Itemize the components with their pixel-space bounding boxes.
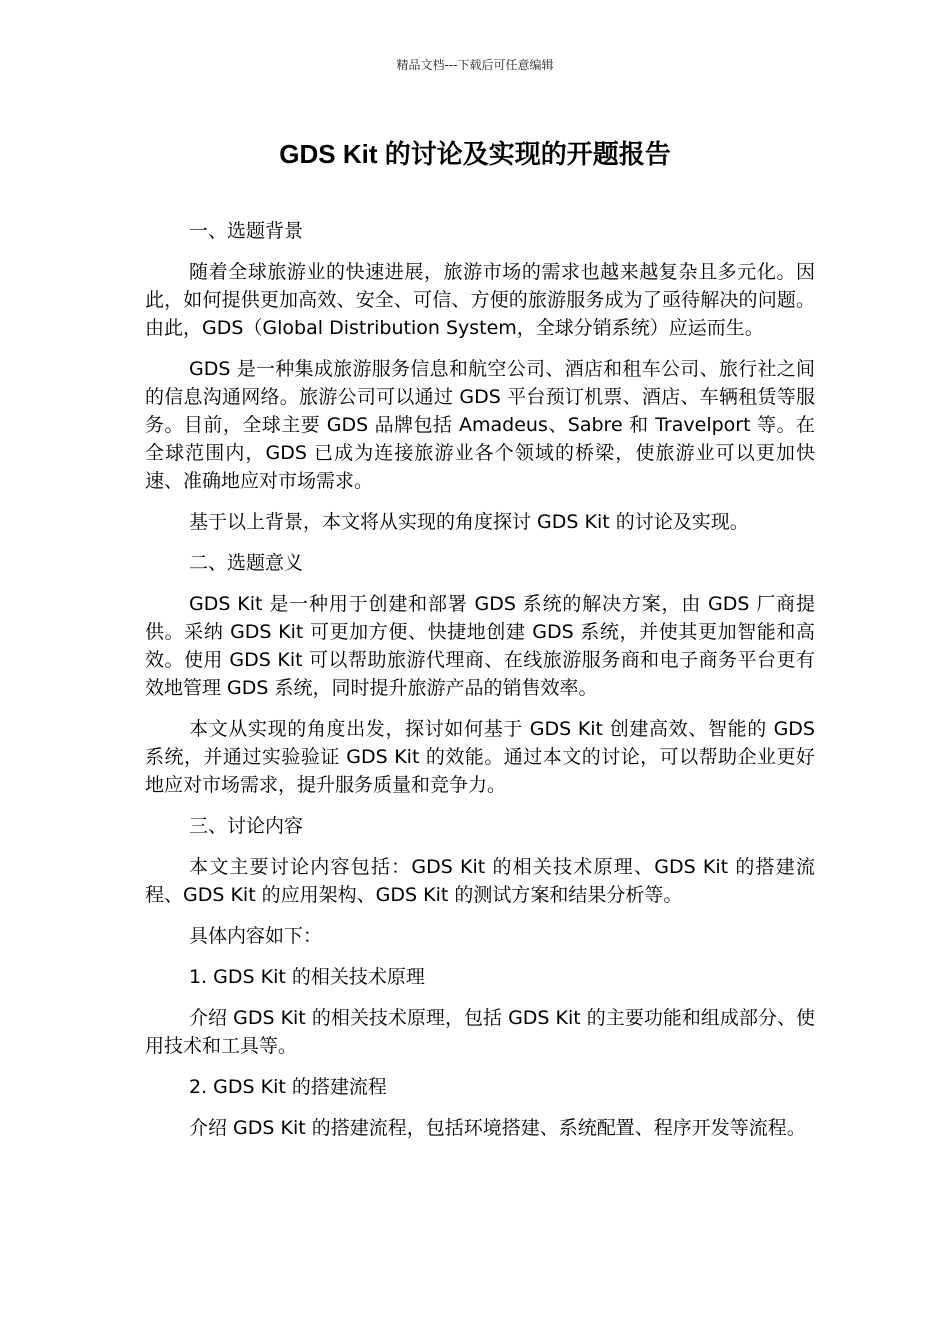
paragraph-build-process: 介绍 GDS Kit 的搭建流程，包括环境搭建、系统配置、程序开发等流程。 [189,1117,806,1139]
section-heading-content: 三、讨论内容 [189,815,304,837]
paragraph-significance-1: GDS Kit 是一种用于创建和部署 GDS 系统的解决方案，由 GDS 厂商提供。采纳 GDS Kit 可更加方便、快捷地创建 GDS 系统，并使其更加智能和高效。使用 GDS Kit 可以帮助旅游代理商、在线旅游服务商和电子商务平台更有效地管理 GDS 系统，同时提升旅游产品的销售效率。 [145,593,815,699]
paragraph-significance-2: 本文从实现的角度出发，探讨如何基于 GDS Kit 创建高效、智能的 GDS 系统，并通过实验验证 GDS Kit 的效能。通过本文的讨论，可以帮助企业更好地应对市场需求，提升服务质量和竞争力。 [145,718,815,796]
paragraph-background-1: 随着全球旅游业的快速进展，旅游市场的需求也越来越复杂且多元化。因此，如何提供更加高效、安全、可信、方便的旅游服务成为了亟待解决的问题。由此，GDS（Global Distribution System，全球分销系统）应运而生。 [145,261,815,339]
section-heading-significance: 二、选题意义 [189,552,304,574]
paragraph-content-1: 本文主要讨论内容包括：GDS Kit 的相关技术原理、GDS Kit 的搭建流程、GDS Kit 的应用架构、GDS Kit 的测试方案和结果分析等。 [145,856,815,906]
paragraph-content-2: 具体内容如下： [189,925,323,947]
subheading-build-process: 2. GDS Kit 的搭建流程 [189,1076,387,1098]
paragraph-principles: 介绍 GDS Kit 的相关技术原理，包括 GDS Kit 的主要功能和组成部分、使用技术和工具等。 [145,1007,815,1057]
paragraph-background-2: GDS 是一种集成旅游服务信息和航空公司、酒店和租车公司、旅行社之间的信息沟通网络。旅游公司可以通过 GDS 平台预订机票、酒店、车辆租赁等服务。目前，全球主要 GDS 品牌包括 Amadeus、Sabre 和 Travelport 等。在全球范围内，GDS 已成为连接旅游业各个领域的桥梁，使旅游业可以更加快速、准确地应对市场需求。 [145,358,815,492]
document-body [145,217,815,1155]
page-header-note: 精品文档---下载后可任意编辑 [396,58,554,72]
subheading-principles: 1. GDS Kit 的相关技术原理 [189,966,425,988]
document-title: GDS Kit 的讨论及实现的开题报告 [279,139,671,169]
paragraph-background-3: 基于以上背景，本文将从实现的角度探讨 GDS Kit 的讨论及实现。 [189,511,749,533]
section-heading-background: 一、选题背景 [189,220,304,242]
